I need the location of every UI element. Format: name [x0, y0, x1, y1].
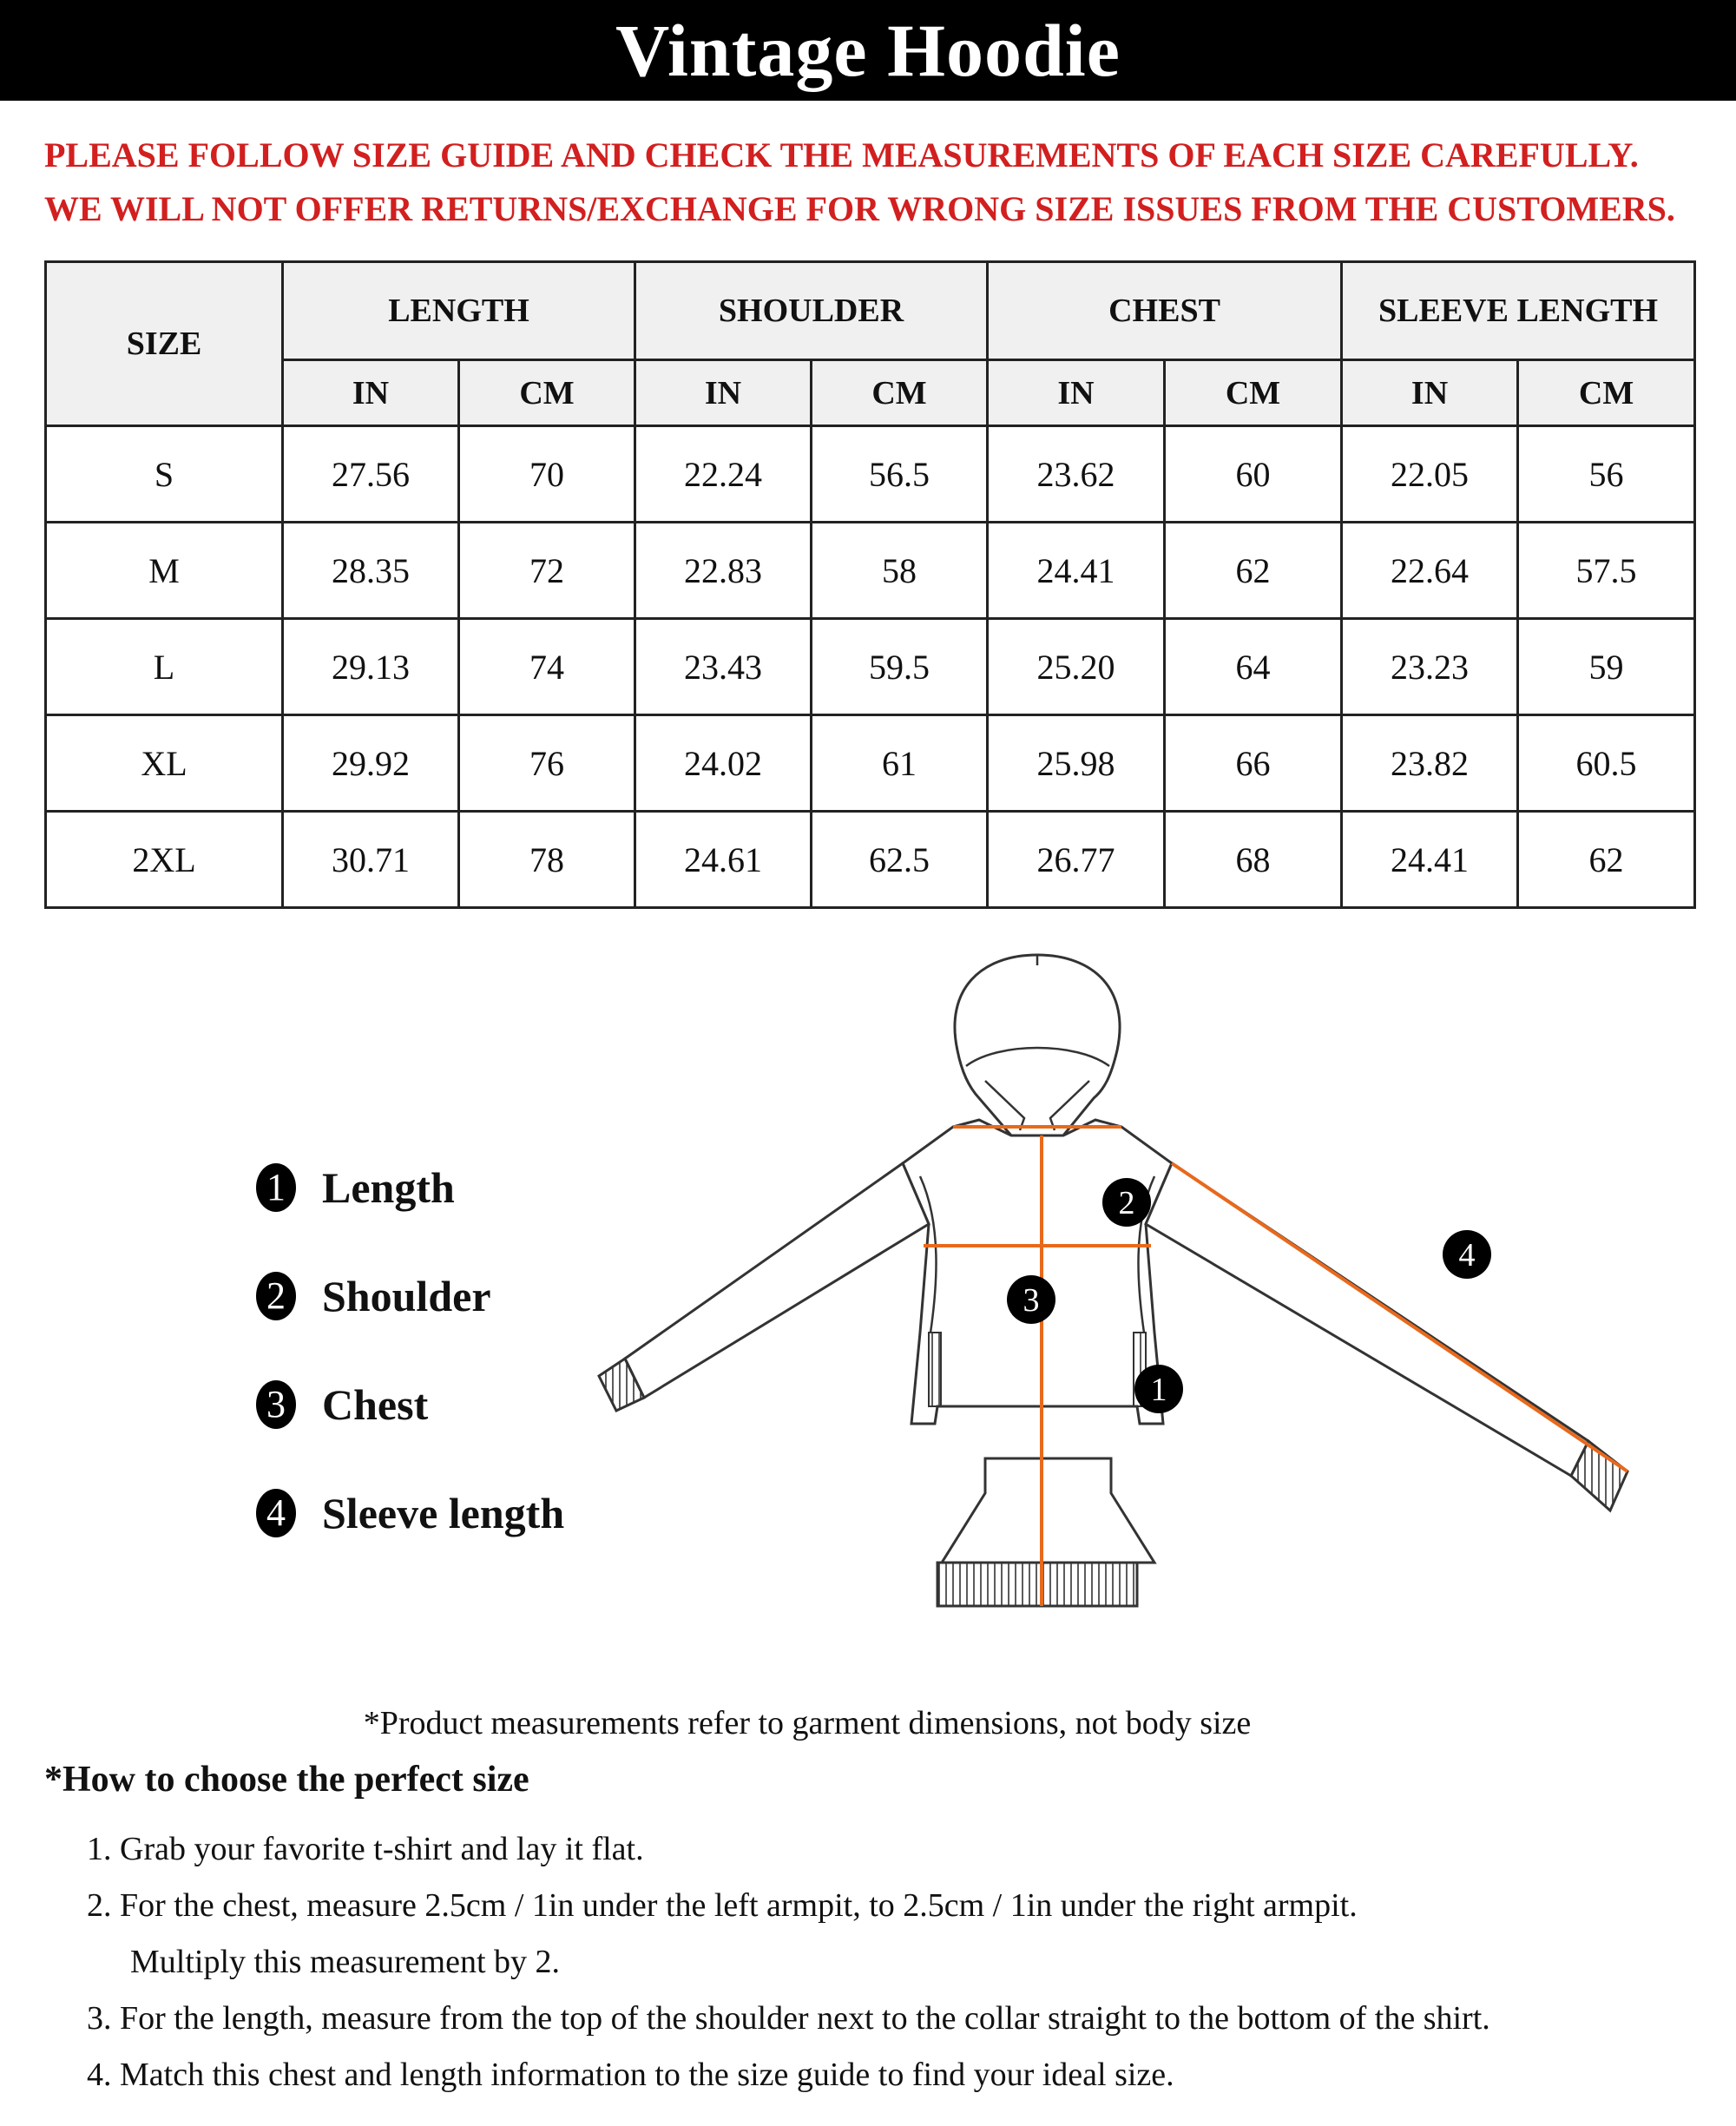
- hoodie-diagram: [590, 938, 1675, 1701]
- howto-title: *How to choose the perfect size: [44, 1760, 529, 1800]
- legend-label: Chest: [322, 1379, 429, 1429]
- left-sleeve-outline: [625, 1163, 929, 1398]
- legend-item-shoulder: [256, 1241, 564, 1350]
- size-cell: 2XL: [46, 812, 283, 908]
- measurement-footnote: *Product measurements refer to garment dimensions, not body size: [363, 1705, 1252, 1741]
- table-cell: 23.62: [988, 426, 1165, 523]
- list-item: 3. For the length, measure from the top of the shoulder next to the collar straight to the bottom of the shirt.: [87, 2000, 1490, 2037]
- table-cell: 59: [1518, 619, 1695, 715]
- unit-header: IN: [988, 360, 1165, 426]
- size-column-header: SIZE: [46, 262, 283, 426]
- size-cell: M: [46, 523, 283, 619]
- size-table: [44, 260, 1696, 909]
- list-item: 2. For the chest, measure 2.5cm / 1in under the left armpit, to 2.5cm / 1in under the right armpit.: [87, 1887, 1358, 1924]
- svg-text:2: 2: [1118, 1185, 1135, 1221]
- unit-header: CM: [1165, 360, 1342, 426]
- list-item: 1. Grab your favorite t-shirt and lay it flat.: [87, 1831, 644, 1867]
- svg-text:1: 1: [1150, 1372, 1167, 1408]
- legend-label: Length: [322, 1162, 455, 1212]
- table-cell: 23.43: [635, 619, 812, 715]
- unit-header: IN: [1342, 360, 1518, 426]
- table-cell: 24.41: [1342, 812, 1518, 908]
- table-cell: 74: [459, 619, 635, 715]
- table-cell: 29.13: [283, 619, 459, 715]
- table-cell: 64: [1165, 619, 1342, 715]
- number-badge-icon: 4: [256, 1489, 296, 1537]
- size-notice: [44, 128, 1720, 236]
- table-row: [46, 619, 1695, 715]
- kangaroo-pocket: [942, 1458, 1154, 1563]
- table-cell: 23.82: [1342, 715, 1518, 812]
- table-cell: 22.64: [1342, 523, 1518, 619]
- group-header-chest: CHEST: [988, 262, 1342, 360]
- notice-line-1: PLEASE FOLLOW SIZE GUIDE AND CHECK THE MEASUREMENTS OF EACH SIZE CAREFULLY.: [44, 135, 1639, 174]
- table-cell: 72: [459, 523, 635, 619]
- table-cell: 57.5: [1518, 523, 1695, 619]
- size-cell: XL: [46, 715, 283, 812]
- table-cell: 60: [1165, 426, 1342, 523]
- page-title: Vintage Hoodie: [615, 9, 1121, 92]
- legend-label: Sleeve length: [322, 1488, 565, 1537]
- number-badge-icon: 3: [256, 1380, 296, 1429]
- table-cell: 25.20: [988, 619, 1165, 715]
- notice-line-2: WE WILL NOT OFFER RETURNS/EXCHANGE FOR WRONG SIZE ISSUES FROM THE CUSTOMERS.: [44, 189, 1675, 228]
- table-cell: 22.05: [1342, 426, 1518, 523]
- table-cell: 58: [812, 523, 988, 619]
- table-cell: 76: [459, 715, 635, 812]
- table-cell: 62: [1518, 812, 1695, 908]
- hood-outline: [955, 955, 1120, 1135]
- size-cell: S: [46, 426, 283, 523]
- unit-header: IN: [283, 360, 459, 426]
- howto-steps: [87, 1821, 1490, 2103]
- group-header-shoulder: SHOULDER: [635, 262, 988, 360]
- hoodie-body-outline: [903, 1120, 1172, 1424]
- number-badge-icon: 1: [256, 1163, 296, 1212]
- table-cell: 62: [1165, 523, 1342, 619]
- table-cell: 22.24: [635, 426, 812, 523]
- legend-item-chest: [256, 1350, 564, 1458]
- list-item: 4. Match this chest and length information to the size guide to find your ideal size.: [87, 2057, 1174, 2093]
- svg-text:4: 4: [1458, 1237, 1476, 1274]
- table-cell: 24.61: [635, 812, 812, 908]
- table-row: [46, 715, 1695, 812]
- number-badge-icon: 2: [256, 1272, 296, 1320]
- legend-item-sleeve-length: [256, 1458, 564, 1567]
- right-sleeve-outline: [1146, 1163, 1588, 1476]
- table-cell: 22.83: [635, 523, 812, 619]
- measurement-legend: [256, 1133, 564, 1567]
- list-item: Multiply this measurement by 2.: [130, 1944, 561, 1980]
- marker-4-icon: [1443, 1230, 1491, 1279]
- table-cell: 25.98: [988, 715, 1165, 812]
- table-cell: 56.5: [812, 426, 988, 523]
- table-cell: 78: [459, 812, 635, 908]
- table-cell: 24.41: [988, 523, 1165, 619]
- table-cell: 26.77: [988, 812, 1165, 908]
- table-cell: 68: [1165, 812, 1342, 908]
- table-cell: 30.71: [283, 812, 459, 908]
- marker-3-icon: [1007, 1275, 1055, 1324]
- unit-header: CM: [1518, 360, 1695, 426]
- table-cell: 23.23: [1342, 619, 1518, 715]
- left-rib-panel: [929, 1333, 941, 1406]
- table-row: [46, 523, 1695, 619]
- table-cell: 70: [459, 426, 635, 523]
- unit-header: CM: [812, 360, 988, 426]
- table-cell: 59.5: [812, 619, 988, 715]
- table-cell: 66: [1165, 715, 1342, 812]
- size-cell: L: [46, 619, 283, 715]
- legend-item-length: [256, 1133, 564, 1241]
- unit-header: CM: [459, 360, 635, 426]
- svg-text:3: 3: [1023, 1282, 1040, 1319]
- marker-1-icon: [1134, 1365, 1183, 1413]
- table-cell: 60.5: [1518, 715, 1695, 812]
- table-row: [46, 426, 1695, 523]
- group-header-length: LENGTH: [283, 262, 635, 360]
- table-cell: 61: [812, 715, 988, 812]
- table-cell: 24.02: [635, 715, 812, 812]
- group-header-sleeve-length: SLEEVE LENGTH: [1342, 262, 1695, 360]
- table-cell: 62.5: [812, 812, 988, 908]
- unit-header: IN: [635, 360, 812, 426]
- hem-band: [937, 1563, 1137, 1606]
- table-cell: 29.92: [283, 715, 459, 812]
- table-row: [46, 812, 1695, 908]
- marker-2-icon: [1102, 1178, 1151, 1227]
- table-cell: 27.56: [283, 426, 459, 523]
- table-cell: 56: [1518, 426, 1695, 523]
- sleeve-measure-line: [1172, 1163, 1628, 1471]
- title-bar: [0, 0, 1736, 101]
- legend-label: Shoulder: [322, 1271, 491, 1320]
- table-cell: 28.35: [283, 523, 459, 619]
